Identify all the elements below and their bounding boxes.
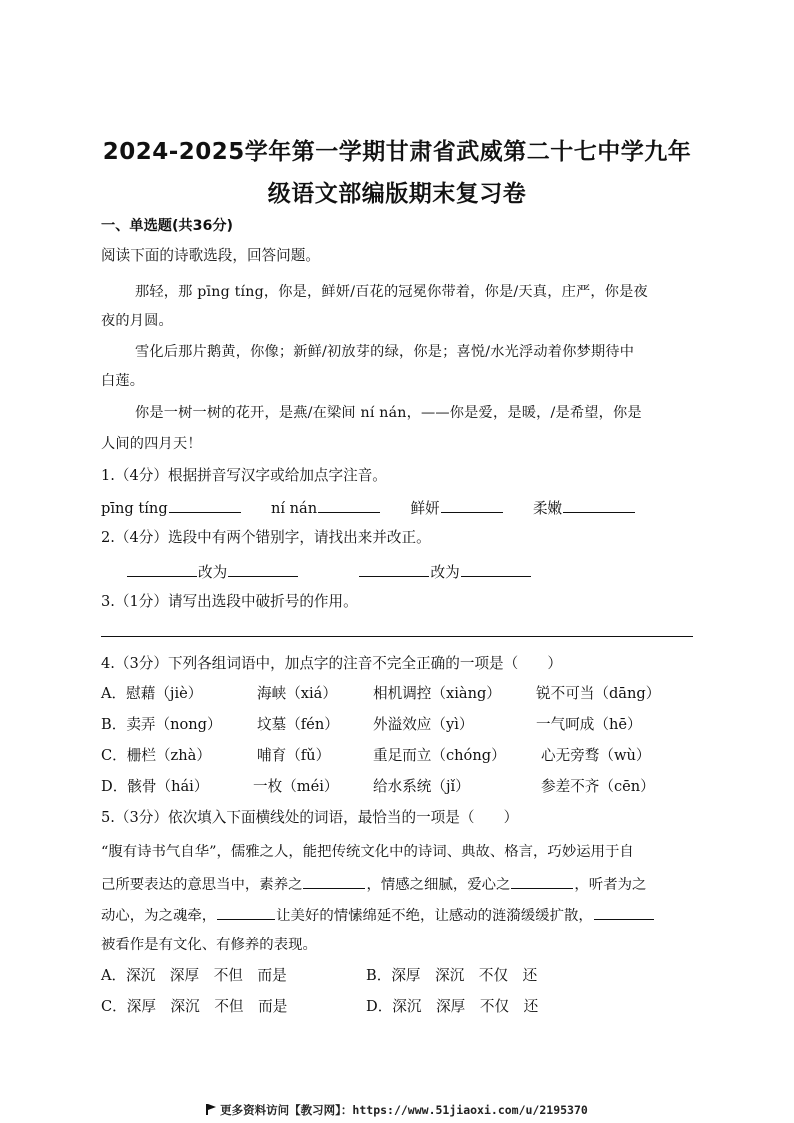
poem-stanza-2-line-2: 白莲。 xyxy=(101,373,145,389)
q4-a-word-4: 锐不可当（dāng） xyxy=(536,685,661,702)
q5-passage-text-3b: 让美好的情愫绵延不绝，让感动的涟漪缓缓扩散， xyxy=(276,908,593,924)
q4-option-b[interactable] xyxy=(101,715,701,735)
q5-option-c[interactable]: C．深厚 深沉 不但 而是 xyxy=(101,998,288,1015)
q2-wrong-char-blank-2[interactable] xyxy=(359,561,429,577)
q4-b-word-4: 一气呵成（hē） xyxy=(536,716,642,733)
q5-passage-line-2 xyxy=(101,873,701,895)
question-5-stem: 5.（3分）依次填入下面横线处的词语，最恰当的一项是（ ） xyxy=(101,809,519,826)
q1-item-3: 鲜妍 xyxy=(410,500,440,517)
q4-d-word-1: D．骸骨（hái） xyxy=(101,778,209,795)
q3-answer-line[interactable] xyxy=(101,636,693,637)
q4-b-word-2: 坟墓（fén） xyxy=(257,716,339,733)
q4-c-word-1: C．栅栏（zhà） xyxy=(101,747,211,764)
question-3-stem: 3.（1分）请写出选段中破折号的作用。 xyxy=(101,593,358,610)
q1-answer-blank-2[interactable] xyxy=(318,497,380,513)
q4-b-word-3: 外溢效应（yì） xyxy=(373,716,474,733)
q4-a-word-2: 海峡（xiá） xyxy=(257,685,337,702)
footer-link[interactable] xyxy=(0,1102,794,1118)
q5-option-d[interactable]: D．深沉 深厚 不仅 还 xyxy=(366,998,539,1015)
q2-correct-char-blank-1[interactable] xyxy=(228,561,298,577)
poem-stanza-1-line-1: 那轻，那 pīng tíng，你是，鲜妍/百花的冠冕你带着，你是/天真，庄严，你是夜 xyxy=(135,284,648,300)
poem-stanza-3-line-2: 人间的四月天！ xyxy=(101,436,202,452)
q4-option-d[interactable] xyxy=(101,777,701,797)
q4-c-word-3: 重足而立（chóng） xyxy=(373,747,506,764)
q5-passage-line-3 xyxy=(101,904,701,926)
page-title-line-2: 级语文部编版期末复习卷 xyxy=(267,181,527,207)
q4-option-c[interactable] xyxy=(101,746,701,766)
q5-options-row-2 xyxy=(101,997,701,1017)
q5-passage-text-3a: 动心，为之魂牵， xyxy=(101,908,217,924)
q2-correct-char-blank-2[interactable] xyxy=(461,561,531,577)
question-4-stem: 4.（3分）下列各组词语中，加点字的注音不完全正确的一项是（ ） xyxy=(101,655,563,672)
q4-c-word-2: 哺育（fǔ） xyxy=(257,747,331,764)
q2-change-label-2: 改为 xyxy=(430,564,460,581)
q5-passage-text-2b: ，情感之细腻，爱心之 xyxy=(366,877,511,893)
question-1-stem: 1.（4分）根据拼音写汉字或给加点字注音。 xyxy=(101,467,387,484)
reading-instruction: 阅读下面的诗歌选段，回答问题。 xyxy=(101,247,320,264)
q1-answer-blank-1[interactable] xyxy=(169,497,241,513)
q4-c-word-4: 心无旁骛（wù） xyxy=(541,747,651,764)
q4-d-word-2: 一枚（méi） xyxy=(253,778,339,795)
q5-option-b[interactable]: B．深厚 深沉 不仅 还 xyxy=(366,967,538,984)
q5-blank-4[interactable] xyxy=(594,904,654,920)
poem-stanza-3-line-1: 你是一树一树的花开，是燕/在梁间 ní nán，——你是爱，是暖，/是希望，你是 xyxy=(135,405,642,421)
q4-d-word-3: 给水系统（jǐ） xyxy=(373,778,470,795)
page-title-line-1: 2024-2025学年第一学期甘肃省武威第二十七中学九年 xyxy=(102,139,692,165)
q5-option-a[interactable]: A．深沉 深厚 不但 而是 xyxy=(101,967,287,984)
question-1-items xyxy=(101,497,701,519)
q2-wrong-char-blank-1[interactable] xyxy=(127,561,197,577)
footer-text: 更多资料访问【教习网】：https://www.51jiaoxi.com/u/2195370 xyxy=(220,1103,588,1117)
q1-item-1: pīng tíng xyxy=(101,500,168,517)
section-heading: 一、单选题(共36分) xyxy=(101,218,234,234)
q4-a-word-3: 相机调控（xiàng） xyxy=(373,685,501,702)
q5-passage-line-1: “腹有诗书气自华”，儒雅之人，能把传统文化中的诗词、典故、格言，巧妙运用于自 xyxy=(101,844,634,860)
poem-stanza-2-line-1: 雪化后那片鹅黄，你像；新鲜/初放芽的绿，你是；喜悦/水光浮动着你梦期待中 xyxy=(135,344,635,360)
poem-stanza-1-line-2: 夜的月圆。 xyxy=(101,313,173,329)
q5-passage-text-2c: ，听者为之 xyxy=(574,877,647,893)
q5-blank-1[interactable] xyxy=(303,873,365,889)
q5-blank-2[interactable] xyxy=(511,873,573,889)
q5-blank-3[interactable] xyxy=(217,904,275,920)
question-2-answers xyxy=(126,561,726,583)
q4-d-word-4: 参差不齐（cēn） xyxy=(541,778,655,795)
q1-item-2: ní nán xyxy=(270,500,318,517)
q4-b-word-1: B．卖弄（nong） xyxy=(101,716,222,733)
flag-icon xyxy=(206,1104,216,1115)
q1-answer-blank-4[interactable] xyxy=(563,497,635,513)
q4-a-word-1: A．慰藉（jiè） xyxy=(101,685,203,702)
q5-options-row-1 xyxy=(101,966,701,986)
q2-change-label-1: 改为 xyxy=(198,564,228,581)
question-2-stem: 2.（4分）选段中有两个错别字，请找出来并改正。 xyxy=(101,529,431,546)
q5-passage-line-4: 被看作是有文化、有修养的表现。 xyxy=(101,937,317,953)
q4-option-a[interactable] xyxy=(101,684,701,704)
q1-item-4: 柔嫩 xyxy=(532,500,563,517)
q1-answer-blank-3[interactable] xyxy=(441,497,503,513)
q5-passage-text-2a: 己所要表达的意思当中，素养之 xyxy=(101,877,303,893)
